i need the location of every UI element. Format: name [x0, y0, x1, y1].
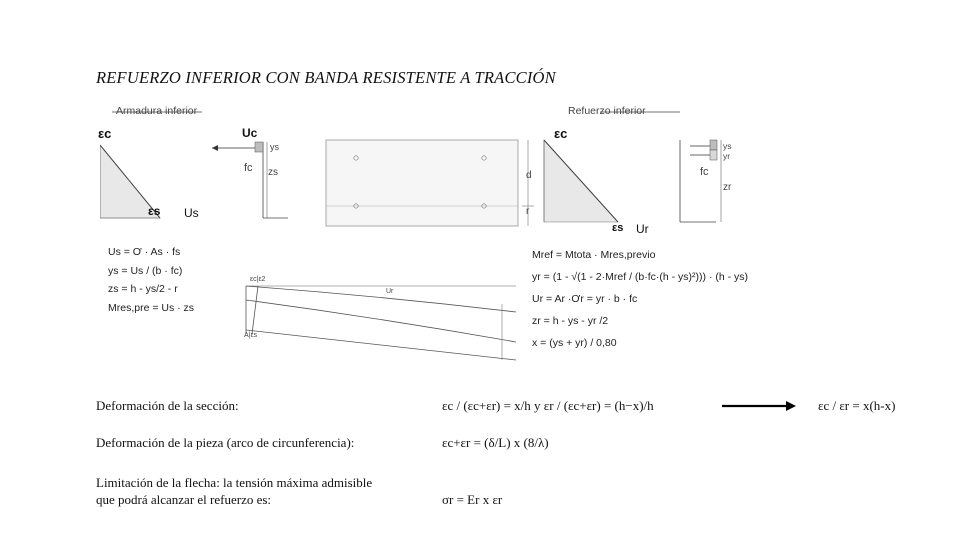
beam-deflection-figure — [240, 278, 522, 362]
row1-result: εc / εr = x(h-x) — [818, 398, 896, 413]
right-zr-label: zr — [723, 182, 732, 193]
right-fc-label: fc — [700, 166, 709, 178]
left-diagram — [100, 100, 305, 230]
page-title: REFUERZO INFERIOR CON BANDA RESISTENTE A TRACCIÓN — [96, 68, 556, 87]
right-heading: Refuerzo inferior — [568, 105, 646, 117]
formula-ys: ys = Us / (b · fc) — [108, 264, 183, 277]
center-section-diagram — [322, 138, 538, 230]
right-eps-c-label: εc — [554, 126, 568, 141]
left-heading: Armadura inferior — [116, 105, 198, 117]
beam-top-label: εc|ε2 — [250, 276, 266, 283]
left-eps-s-label: εs — [148, 204, 161, 218]
left-ys-label: ys — [270, 142, 279, 152]
formulas-left — [108, 243, 194, 317]
row2-equation: εc+εr = (δ/L) x (8/λ) — [442, 435, 549, 450]
formula-mres-pre: Mres,pre = Us · zs — [108, 301, 195, 314]
formula-mref: Mref = Mtota · Mres,previo — [532, 249, 656, 261]
center-r-label: r — [526, 206, 530, 217]
beam-deflection-diagram — [240, 278, 522, 362]
row3-label — [96, 474, 372, 508]
right-ys-label: ys — [723, 141, 732, 151]
center-d-label: d — [526, 170, 532, 181]
row3-equation: σr = Er x εr — [442, 492, 503, 507]
row1-equation: εc / (εc+εr) = x/h y εr / (εc+εr) = (h−x)/h — [442, 398, 654, 413]
row3-label-line1: Limitación de la flecha: la tensión máxima admisible — [96, 475, 373, 490]
right-diagram — [540, 100, 760, 240]
beam-mid-label: Ur — [386, 288, 394, 295]
left-uc-label: Uc — [242, 126, 258, 140]
right-ur-label: Ur — [636, 222, 649, 236]
left-eps-c-label: εc — [98, 126, 112, 141]
formula-ur: Ur = Ar ·Ơr = yr · b · fc — [532, 293, 638, 305]
left-fc-label: fc — [244, 162, 253, 174]
beam-bottom-label: A|εs — [244, 332, 258, 339]
right-eps-s-label: εs — [612, 222, 624, 234]
formula-zs: zs = h - ys/2 - r — [108, 283, 178, 295]
row2-label: Deformación de la pieza (arco de circunferencia): — [96, 435, 355, 450]
formula-zr: zr = h - ys - yr /2 — [532, 315, 609, 327]
arrow-icon — [722, 398, 796, 414]
formula-us: Us = Ơ · As · fs — [108, 246, 181, 258]
right-yr-label: yr — [723, 151, 731, 161]
row3-label-line2: que podrá alcanzar el refuerzo es: — [96, 492, 272, 507]
row1-label: Deformación de la sección: — [96, 398, 239, 413]
right-diagram-figure — [540, 100, 760, 240]
row1-arrow — [722, 398, 796, 414]
formula-x: x = (ys + yr) / 0,80 — [532, 337, 617, 349]
left-zs-label: zs — [268, 167, 278, 178]
center-section-figure — [322, 138, 538, 230]
left-us-label: Us — [184, 206, 199, 220]
formula-yr: yr = (1 - √(1 - 2·Mref / (b·fc·(h - ys)²))) · (h - ys) — [532, 271, 749, 283]
left-diagram-figure — [100, 100, 305, 230]
formulas-right — [532, 244, 748, 354]
